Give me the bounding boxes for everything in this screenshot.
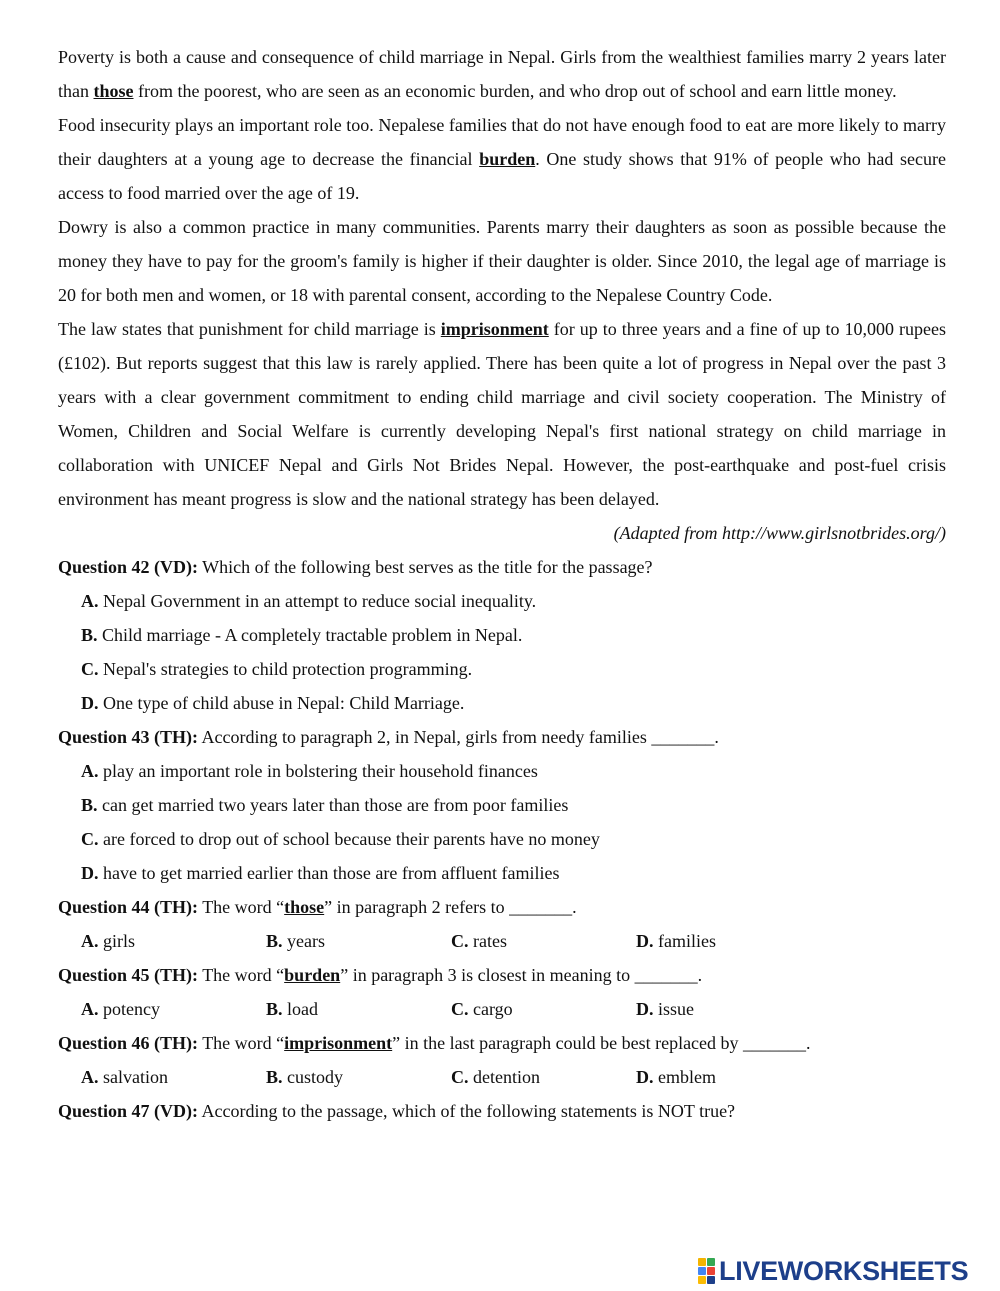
p4-text-after: for up to three years and a fine of up to 10,000 rupees (£102). But reports suggest that this law is rarely applied. There has been quite a lot of progress in Nepal over the past 3 years with a clear government commitment to ending child marriage and civil society cooperation. The Ministry of Women, Children and Social Welfare is currently developing Nepal's first national strategy on child marriage in collaboration with UNICEF Nepal and Girls Not Brides Nepal. However, the post-earthquake and post-fuel crisis environment has meant progress is slow and the national strategy has been delayed. xyxy=(58,319,946,509)
worksheet-page xyxy=(58,40,946,1128)
question-45-options xyxy=(58,992,946,1026)
question-44-label: Question 44 (TH): xyxy=(58,897,199,917)
question-46-target-word: imprisonment xyxy=(284,1033,393,1053)
question-44: Question 44 (TH): The word “those” in paragraph 2 refers to _______. xyxy=(58,897,577,917)
question-43-option-c[interactable]: C. are forced to drop out of school because their parents have no money xyxy=(81,829,600,849)
question-45-label: Question 45 (TH): xyxy=(58,965,199,985)
p2-text-after: . One study shows that 91% of people who had secure access to food married over the age of 19. xyxy=(58,149,946,203)
question-46-option-a[interactable]: A. salvation xyxy=(81,1067,168,1087)
question-42-label: Question 42 (VD): xyxy=(58,557,198,577)
passage-paragraph-1 xyxy=(58,40,946,108)
question-43-option-d[interactable]: D. have to get married earlier than those are from affluent families xyxy=(81,863,560,883)
question-46-option-b[interactable]: B. custody xyxy=(266,1067,344,1087)
p4-text-before: The law states that punishment for child marriage is xyxy=(58,319,441,339)
question-46-option-c[interactable]: C. detention xyxy=(451,1067,540,1087)
liveworksheets-brand[interactable] xyxy=(698,1256,968,1286)
question-45-target-word: burden xyxy=(284,965,341,985)
question-42-option-d[interactable]: D. One type of child abuse in Nepal: Child Marriage. xyxy=(81,693,465,713)
question-44-option-d[interactable]: D. families xyxy=(636,931,716,951)
p2-text-before: Food insecurity plays an important role too. Nepalese families that do not have enough food to eat are more likely to marry their daughters at a young age to decrease the financial xyxy=(58,115,946,169)
underlined-word-burden: burden xyxy=(479,149,536,169)
question-47-text: According to the passage, which of the following statements is NOT true? xyxy=(198,1101,736,1121)
question-43 xyxy=(58,720,946,754)
question-45-option-a[interactable]: A. potency xyxy=(81,999,160,1019)
question-44-option-c[interactable]: C. rates xyxy=(451,931,507,951)
question-45-option-b[interactable]: B. load xyxy=(266,999,319,1019)
question-42-text: Which of the following best serves as the title for the passage? xyxy=(198,557,653,577)
question-46-options xyxy=(58,1060,946,1094)
question-47 xyxy=(58,1094,946,1128)
question-47-label: Question 47 (VD): xyxy=(58,1101,198,1121)
question-42-option-a[interactable]: A. Nepal Government in an attempt to reduce social inequality. xyxy=(81,591,537,611)
question-43-text: According to paragraph 2, in Nepal, girls from needy families _______. xyxy=(198,727,719,747)
question-45-option-c[interactable]: C. cargo xyxy=(451,999,513,1019)
question-42 xyxy=(58,550,946,584)
question-44-option-a[interactable]: A. girls xyxy=(81,931,136,951)
question-43-option-a[interactable]: A. play an important role in bolstering their household finances xyxy=(81,761,538,781)
question-44-target-word: those xyxy=(284,897,325,917)
passage-paragraph-3: Dowry is also a common practice in many communities. Parents marry their daughters as soon as possible because the money they have to pay for the groom's family is higher if their daughter is older. Since 2010, the legal age of marriage is 20 for both men and women, or 18 with parental consent, according to the Nepalese Country Code. xyxy=(58,217,946,305)
passage-source: (Adapted from http://www.girlsnotbrides.org/) xyxy=(613,523,946,543)
liveworksheets-logo-icon xyxy=(698,1258,715,1284)
question-45-option-d[interactable]: D. issue xyxy=(636,999,694,1019)
question-45: Question 45 (TH): The word “burden” in paragraph 3 is closest in meaning to _______. xyxy=(58,965,703,985)
underlined-word-those: those xyxy=(93,81,134,101)
question-43-label: Question 43 (TH): xyxy=(58,727,199,747)
passage-paragraph-2 xyxy=(58,108,946,210)
question-42-option-c[interactable]: C. Nepal's strategies to child protection programming. xyxy=(81,659,473,679)
question-46-label: Question 46 (TH): xyxy=(58,1033,199,1053)
question-42-option-b[interactable]: B. Child marriage - A completely tractable problem in Nepal. xyxy=(81,625,523,645)
question-44-options xyxy=(58,924,946,958)
question-44-option-b[interactable]: B. years xyxy=(266,931,325,951)
passage-paragraph-4 xyxy=(58,312,946,516)
p1-text-before: Poverty is both a cause and consequence of child marriage in Nepal. Girls from the wealthiest families marry 2 years later than xyxy=(58,47,946,101)
question-46-option-d[interactable]: D. emblem xyxy=(636,1067,716,1087)
brand-name: LIVEWORKSHEETS xyxy=(719,1255,969,1286)
question-43-option-b[interactable]: B. can get married two years later than those are from poor families xyxy=(81,795,569,815)
question-46: Question 46 (TH): The word “imprisonment” in the last paragraph could be best replaced by _______. xyxy=(58,1033,811,1053)
underlined-word-imprisonment: imprisonment xyxy=(440,319,549,339)
p1-text-after: from the poorest, who are seen as an economic burden, and who drop out of school and earn little money. xyxy=(133,81,897,101)
